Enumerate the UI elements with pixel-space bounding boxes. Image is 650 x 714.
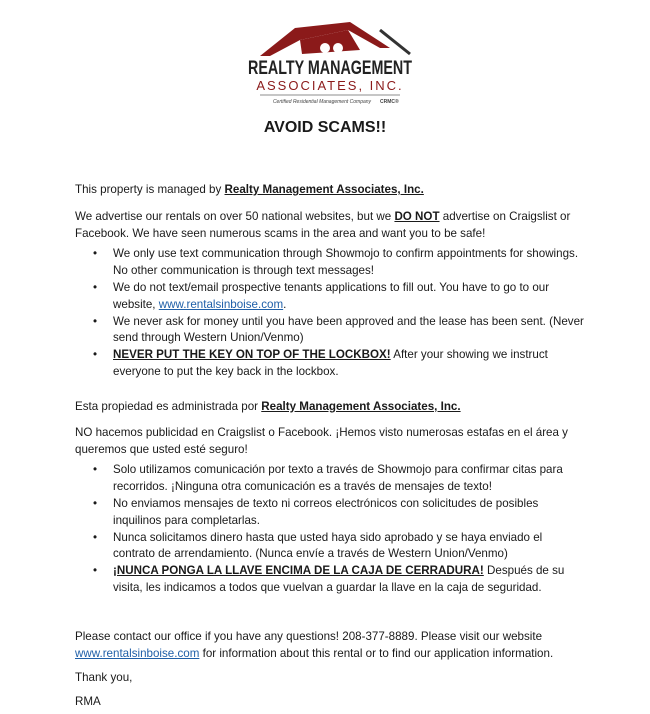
svg-text:REALTY MANAGEMENT: REALTY MANAGEMENT <box>248 58 413 79</box>
bullet-icon: • <box>93 348 98 362</box>
advertise-text-end: advertise on Craigslist or Facebook. We have seen numerous scams in the area and want you to be safe! <box>75 209 571 240</box>
contact-text-end: for information about this rental or to find our application information. <box>199 646 554 660</box>
contact-text: Please contact our office if you have any questions! 208-377-8889. Please visit our website <box>75 630 543 643</box>
bullet-text: Después de su visita, les indicamos a todos que vuelvan a guardar la llave en la caja de seguridad. <box>113 564 565 594</box>
bullet-text: Nunca solicitamos dinero hasta que usted haya sido aprobado y se haya enviado el contrato de arrendamiento. (Nunca envíe a través de Western Union/Venmo) <box>113 530 543 561</box>
page-title: AVOID SCAMS!! <box>263 119 387 136</box>
company-name: Realty Management Associates, Inc. <box>224 183 424 196</box>
bullet-icon: • <box>93 463 98 477</box>
warning-text: ¡NUNCA PONGA LA LLAVE ENCIMA DE LA CAJA DE CERRADURA! <box>113 564 484 578</box>
intro-text: This property is managed by <box>75 183 225 196</box>
warning-text: NEVER PUT THE KEY ON TOP OF THE LOCKBOX! <box>113 348 391 362</box>
bullet-text: Solo utilizamos comunicación por texto a través de Showmojo para confirmar citas para recorridos. ¡Ninguna otra comunicación es a través de mensajes de texto! <box>113 463 563 494</box>
list-item <box>75 314 585 348</box>
intro-paragraph-es <box>75 399 585 416</box>
signature: RMA <box>75 695 101 709</box>
company-logo <box>240 18 420 108</box>
house-roof-icon <box>240 18 420 108</box>
bullet-text: We never ask for money until you have been approved and the lease has been sent. (Never send through Western Union/Venmo) <box>113 314 584 345</box>
bullet-text: After your showing we instruct everyone to put the key back in the lockbox. <box>113 348 548 378</box>
intro-paragraph <box>75 182 585 199</box>
list-item <box>75 347 585 381</box>
advertise-text: We advertise our rentals on over 50 national websites, but we <box>75 209 395 223</box>
svg-text:CRMC®: CRMC® <box>380 99 399 105</box>
contact-paragraph <box>75 629 585 663</box>
bullet-icon: • <box>93 247 98 261</box>
bullet-text-end: . <box>283 297 287 311</box>
company-name: Realty Management Associates, Inc. <box>261 400 461 413</box>
bullet-icon: • <box>93 496 98 510</box>
bullet-text: We only use text communication through Showmojo to confirm appointments for showings. No other communication is through text messages! <box>113 247 579 278</box>
english-section <box>75 182 585 381</box>
bullet-text: No enviamos mensajes de texto ni correos electrónicos con solicitudes de posibles inquilinos para completarlas. <box>113 496 539 527</box>
list-item <box>75 462 585 496</box>
contact-section <box>75 629 585 711</box>
do-not-emphasis: DO NOT <box>394 209 440 223</box>
bullet-text: We do not text/email prospective tenants applications to fill out. You have to go to our website, <box>113 280 550 311</box>
bullet-icon: • <box>93 280 98 294</box>
website-link[interactable]: www.rentalsinboise.com <box>75 646 200 660</box>
list-item <box>75 563 585 597</box>
list-item <box>75 530 585 564</box>
list-item <box>75 246 585 280</box>
list-item <box>75 496 585 530</box>
intro-text: Esta propiedad es administrada por <box>75 400 262 413</box>
website-link[interactable]: www.rentalsinboise.com <box>158 297 284 311</box>
advertise-paragraph <box>75 209 585 243</box>
bullet-icon: • <box>93 530 98 544</box>
svg-text:Certified Residential Manageme: Certified Residential Management Company <box>272 99 372 105</box>
spanish-bullet-list <box>75 462 585 596</box>
bullet-icon: • <box>93 564 98 578</box>
bullet-icon: • <box>93 314 98 328</box>
closing-text: Thank you, <box>75 670 133 684</box>
svg-text:ASSOCIATES, INC.: ASSOCIATES, INC. <box>256 78 404 93</box>
spanish-section <box>75 399 585 597</box>
advertise-paragraph-es: NO hacemos publicidad en Craigslist o Facebook. ¡Hemos visto numerosas estafas en el área y queremos que usted esté seguro! <box>75 425 568 456</box>
english-bullet-list <box>75 246 585 380</box>
list-item <box>75 280 585 314</box>
